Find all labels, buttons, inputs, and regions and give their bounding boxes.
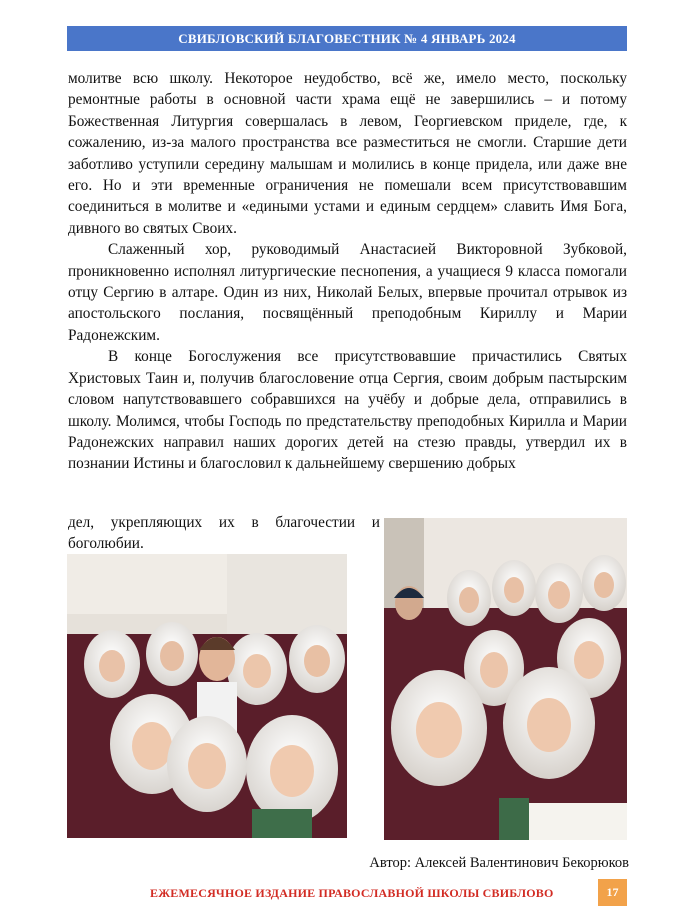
article-paragraph: В конце Богослужения все присутствовавшие причастились Святых Христовых Таин и, получив благословение отца Сергия, своим добрым пастырским словом напутствовавшего собравшихся на учёбу и добрые дела, отправились в школу. Молимся, чтобы Господь по предстательству преподобных Кирилла и Марии Радонежских направил наших дорогих детей на стезю правды, утвердил их в познании Истины и благословил к дальнейшему свершению добрых	[68, 348, 627, 473]
header-band	[67, 26, 627, 51]
footer-publication: ЕЖЕМЕСЯЧНОЕ ИЗДАНИЕ ПРАВОСЛАВНОЙ ШКОЛЫ СВИБЛОВО	[150, 886, 554, 900]
photo-children-right	[384, 518, 627, 840]
article-paragraph: Слаженный хор, руководимый Анастасией Викторовной Зубковой, проникновенно исполнял литургические песнопения, а учащиеся 9 класса помогали отцу Сергию в алтаре. Один из них, Николай Белых, впервые прочитал отрывок из апостольского послания, посвящённый преподобным Кириллу и Марии Радонежским.	[68, 241, 627, 344]
photo-children-left	[67, 554, 347, 838]
author-credit: Автор: Алексей Валентинович Бекорюков	[369, 855, 629, 871]
photo-children-right-image	[384, 518, 627, 840]
page-number: 17	[606, 885, 619, 899]
page-number-badge	[598, 879, 627, 906]
article-continuation: дел, укрепляющих их в благочестии и боголюбии.	[68, 514, 380, 553]
article-body	[68, 68, 627, 475]
article-paragraph: молитве всю школу. Некоторое неудобство, всё же, имело место, поскольку ремонтные работы в основной части храма ещё не завершились – и потому Божественная Литургия совершалась в левом, Георгиевском приделе, где, к сожалению, из-за малого пространства все разместиться не смогли. Старшие дети заботливо уступили середину малышам и молились в конце придела, или даже вне его. Но и эти временные ограничения не помешали всем присутствовавшим соединиться в молитве и «едиными устами и единым сердцем» славить Имя Бога, дивного во святых Своих.	[68, 70, 627, 237]
header-title: СВИБЛОВСКИЙ БЛАГОВЕСТНИК № 4 ЯНВАРЬ 2024	[178, 30, 516, 46]
photo-children-left-image	[67, 554, 347, 838]
